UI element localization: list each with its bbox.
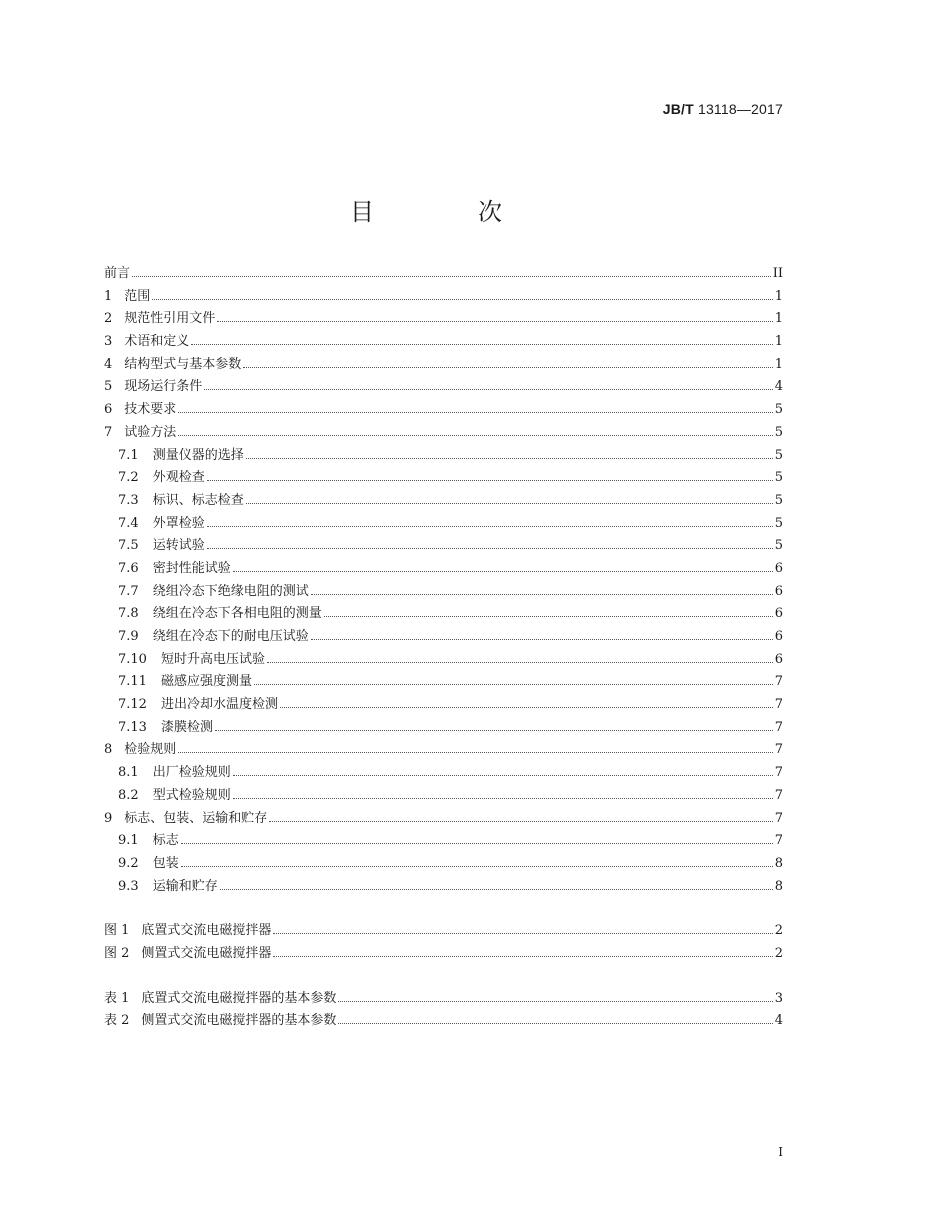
- toc-entry-label: [104, 808, 267, 831]
- toc-entry-label: [118, 830, 179, 853]
- toc-entry[interactable]: [104, 535, 783, 558]
- toc-entry-number: 7.4: [118, 515, 139, 531]
- toc-entry[interactable]: [104, 445, 783, 468]
- toc-entry-text: 术语和定义: [124, 334, 190, 350]
- toc-entry[interactable]: [104, 830, 783, 853]
- toc-entry[interactable]: [104, 354, 783, 377]
- dot-leader: [207, 480, 773, 481]
- toc-entry-label: [118, 694, 278, 717]
- toc-entry-text: 现场运行条件: [124, 379, 203, 395]
- toc-entry-text: 标志、包装、运输和贮存: [124, 810, 268, 826]
- standard-prefix: JB/T: [662, 101, 694, 117]
- toc-entry-text: 侧置式交流电磁搅拌器的基本参数: [141, 1013, 337, 1029]
- toc-entry-text: 规范性引用文件: [124, 311, 216, 327]
- toc-gap: [104, 966, 783, 988]
- toc-entry[interactable]: [104, 1010, 783, 1033]
- toc-entry[interactable]: [104, 308, 783, 331]
- toc-entry-text: 侧置式交流电磁搅拌器: [141, 945, 272, 961]
- dot-leader: [152, 299, 772, 300]
- toc-entry-label: [118, 558, 231, 581]
- toc-entry-label: [104, 263, 130, 286]
- toc-entry[interactable]: [104, 513, 783, 536]
- toc-entry-page: 1: [774, 356, 783, 372]
- toc-entry-number: 7.1: [118, 447, 139, 463]
- toc-entry-label: [118, 603, 322, 626]
- toc-entry-label: [104, 920, 271, 943]
- toc-entry-page: 2: [774, 945, 783, 961]
- dot-leader: [233, 571, 773, 572]
- dot-leader: [191, 344, 772, 345]
- toc-entry-text: 包装: [152, 855, 179, 871]
- dot-leader: [280, 707, 773, 708]
- dot-leader: [246, 503, 773, 504]
- toc-entry-page: 1: [774, 311, 783, 327]
- toc-entry-text: 短时升高电压试验: [160, 651, 265, 667]
- toc-entry-label: [104, 376, 202, 399]
- dot-leader: [324, 616, 773, 617]
- toc-entry-number: 6: [104, 402, 113, 418]
- toc-entry-page: 6: [774, 560, 783, 576]
- toc-entry-label: [104, 422, 176, 445]
- toc-entry-number: 7: [104, 424, 113, 440]
- toc-entry-page: 1: [774, 288, 783, 304]
- toc-entry[interactable]: [104, 694, 783, 717]
- toc-entry-text: 运输和贮存: [152, 878, 218, 894]
- dot-leader: [178, 752, 772, 753]
- toc-entry[interactable]: [104, 467, 783, 490]
- toc-entry-text: 磁感应强度测量: [160, 674, 252, 690]
- dot-leader: [233, 798, 773, 799]
- toc-entry-number: 9.3: [118, 878, 139, 894]
- dot-leader: [273, 956, 772, 957]
- toc-entry[interactable]: [104, 808, 783, 831]
- toc-entry-text: 技术要求: [124, 402, 177, 418]
- page-title: 目 次: [350, 198, 542, 226]
- toc-entry-number: 7.7: [118, 583, 139, 599]
- toc-entry-page: 6: [774, 583, 783, 599]
- toc-entry-text: 范围: [124, 288, 151, 304]
- toc-entry-number: 7.3: [118, 492, 139, 508]
- dot-leader: [215, 730, 773, 731]
- dot-leader: [267, 662, 773, 663]
- toc-entry-page: 2: [774, 923, 783, 939]
- dot-leader: [246, 458, 773, 459]
- toc-entry-page: 5: [774, 424, 783, 440]
- toc-entry-number: 7.6: [118, 560, 139, 576]
- toc-entry-number: 7.5: [118, 538, 139, 554]
- toc-entry-text: 前言: [104, 266, 131, 281]
- toc-entry-number: 7.12: [118, 697, 147, 713]
- toc-entry-text: 外观检查: [152, 470, 205, 486]
- toc-entry-page: 7: [774, 719, 783, 735]
- toc-entry-page: 7: [774, 765, 783, 781]
- toc-entry-label: [118, 853, 179, 876]
- toc-entry[interactable]: [104, 581, 783, 604]
- toc-entry[interactable]: [104, 422, 783, 445]
- toc-entry-page: 7: [774, 697, 783, 713]
- toc-entry-text: 运转试验: [152, 538, 205, 554]
- dot-leader: [132, 276, 771, 277]
- toc-entry-label: [118, 490, 244, 513]
- dot-leader: [178, 412, 772, 413]
- toc-entry-label: [104, 988, 336, 1011]
- toc-entry[interactable]: [104, 603, 783, 626]
- dot-leader: [181, 866, 773, 867]
- toc-entry-number: 7.11: [118, 674, 147, 690]
- toc-entry-number: 9.2: [118, 855, 139, 871]
- toc-entry-text: 漆膜检测: [160, 719, 213, 735]
- toc-entry-label: [118, 513, 205, 536]
- toc-entry[interactable]: [104, 853, 783, 876]
- dot-leader: [273, 933, 772, 934]
- toc-entry-label: [104, 286, 150, 309]
- page-number: I: [778, 1145, 783, 1159]
- toc-entry[interactable]: [104, 263, 783, 286]
- toc-entry-text: 型式检验规则: [152, 787, 231, 803]
- toc-entry-label: [118, 445, 244, 468]
- dot-leader: [207, 548, 773, 549]
- dot-leader: [269, 821, 772, 822]
- toc-entry-label: [118, 626, 309, 649]
- toc-entry-page: 7: [774, 674, 783, 690]
- toc-entry-page: 4: [774, 379, 783, 395]
- toc-entry-page: 4: [774, 1013, 783, 1029]
- toc-gap: [104, 898, 783, 920]
- toc-entry-text: 测量仪器的选择: [152, 447, 244, 463]
- toc-entry-page: 6: [774, 606, 783, 622]
- toc-entry-page: 5: [774, 402, 783, 418]
- toc-entry-number: 7.2: [118, 470, 139, 486]
- toc-entry-label: [118, 717, 213, 740]
- toc-entry-text: 密封性能试验: [152, 560, 231, 576]
- toc-entry-label: [104, 308, 215, 331]
- toc-entry[interactable]: [104, 988, 783, 1011]
- toc-entry-number: 1: [104, 288, 113, 304]
- toc-entry-page: II: [772, 266, 783, 281]
- toc-entry[interactable]: [104, 331, 783, 354]
- toc-entry-label: [104, 739, 176, 762]
- toc-entry-label: [104, 354, 241, 377]
- dot-leader: [178, 435, 772, 436]
- toc-entry-page: 7: [774, 742, 783, 758]
- toc-entry[interactable]: [104, 943, 783, 966]
- toc-entry-text: 外罩检验: [152, 515, 205, 531]
- toc-entry[interactable]: [104, 717, 783, 740]
- toc-table-list: [104, 988, 783, 1033]
- toc-section-list: [104, 263, 783, 898]
- dot-leader: [217, 321, 772, 322]
- toc-entry[interactable]: [104, 920, 783, 943]
- toc-entry-number: 图 2: [104, 945, 130, 961]
- toc-entry-label: [118, 785, 231, 808]
- toc-entry-label: [104, 943, 271, 966]
- toc-entry[interactable]: [104, 671, 783, 694]
- dot-leader: [207, 526, 773, 527]
- dot-leader: [338, 1001, 772, 1002]
- toc-entry[interactable]: [104, 490, 783, 513]
- toc-entry-page: 5: [774, 492, 783, 508]
- toc-entry[interactable]: [104, 286, 783, 309]
- toc-entry-number: 7.9: [118, 629, 139, 644]
- toc-entry-page: 5: [774, 515, 783, 531]
- toc-entry-label: [118, 535, 205, 558]
- toc-entry-text: 结构型式与基本参数: [124, 356, 242, 372]
- dot-leader: [338, 1023, 772, 1024]
- toc-entry-number: 9.1: [118, 833, 139, 849]
- toc-entry-number: 8: [104, 742, 113, 758]
- dot-leader: [181, 843, 773, 844]
- dot-leader: [311, 639, 773, 640]
- toc-entry-label: [104, 331, 189, 354]
- toc-entry-number: 2: [104, 311, 113, 327]
- dot-leader: [254, 684, 773, 685]
- table-of-contents: [104, 263, 783, 1033]
- toc-entry-text: 底置式交流电磁搅拌器的基本参数: [141, 990, 337, 1006]
- toc-entry-label: [104, 399, 176, 422]
- toc-entry-page: 7: [774, 787, 783, 803]
- toc-entry-number: 表 1: [104, 990, 130, 1006]
- toc-entry-number: 7.13: [118, 719, 147, 735]
- toc-entry-label: [104, 1010, 336, 1033]
- toc-entry-text: 出厂检验规则: [152, 765, 231, 781]
- toc-figure-list: [104, 920, 783, 965]
- toc-entry-text: 标志: [152, 833, 179, 849]
- toc-entry-number: 表 2: [104, 1013, 130, 1029]
- toc-entry[interactable]: [104, 558, 783, 581]
- toc-entry-text: 标识、标志检查: [152, 492, 244, 508]
- toc-entry[interactable]: [104, 739, 783, 762]
- dot-leader: [220, 889, 773, 890]
- toc-entry-page: 5: [774, 470, 783, 486]
- toc-entry-page: 1: [774, 334, 783, 350]
- toc-entry[interactable]: [104, 876, 783, 899]
- toc-entry-page: 7: [774, 833, 783, 849]
- toc-entry-page: 5: [774, 538, 783, 554]
- standard-code: 13118—2017: [697, 101, 783, 117]
- toc-entry[interactable]: [104, 785, 783, 808]
- toc-entry-number: 3: [104, 334, 113, 350]
- dot-leader: [243, 367, 772, 368]
- toc-entry-text: 底置式交流电磁搅拌器: [141, 923, 272, 939]
- toc-entry[interactable]: [104, 626, 783, 649]
- toc-entry[interactable]: [104, 762, 783, 785]
- toc-entry-page: 6: [774, 629, 783, 644]
- toc-entry[interactable]: [104, 649, 783, 672]
- toc-entry-page: 8: [774, 878, 783, 894]
- toc-entry-page: 5: [774, 447, 783, 463]
- toc-entry-label: [118, 762, 231, 785]
- toc-entry[interactable]: [104, 399, 783, 422]
- toc-entry-number: 7.8: [118, 606, 139, 622]
- toc-entry-page: 3: [774, 990, 783, 1006]
- toc-entry-number: 8.1: [118, 765, 139, 781]
- toc-entry-text: 检验规则: [124, 742, 177, 758]
- toc-entry-text: 绕组在冷态下的耐电压试验: [152, 629, 309, 644]
- toc-entry-label: [118, 581, 309, 604]
- toc-entry-label: [118, 876, 218, 899]
- toc-entry-page: 8: [774, 855, 783, 871]
- standard-number: [663, 101, 783, 117]
- dot-leader: [204, 389, 772, 390]
- toc-entry-number: 7.10: [118, 651, 147, 667]
- toc-entry-number: 8.2: [118, 787, 139, 803]
- toc-entry[interactable]: [104, 376, 783, 399]
- toc-entry-label: [118, 671, 252, 694]
- toc-entry-label: [118, 467, 205, 490]
- toc-entry-page: 7: [774, 810, 783, 826]
- toc-entry-page: 6: [774, 651, 783, 667]
- toc-entry-text: 绕组在冷态下各相电阻的测量: [152, 606, 322, 622]
- toc-entry-text: 绕组冷态下绝缘电阻的测试: [152, 583, 309, 599]
- toc-entry-number: 4: [104, 356, 113, 372]
- dot-leader: [311, 594, 773, 595]
- dot-leader: [233, 775, 773, 776]
- toc-entry-label: [118, 649, 265, 672]
- toc-entry-text: 进出冷却水温度检测: [160, 697, 278, 713]
- toc-entry-number: 图 1: [104, 923, 130, 939]
- toc-entry-number: 5: [104, 379, 113, 395]
- toc-entry-number: 9: [104, 810, 113, 826]
- toc-entry-text: 试验方法: [124, 424, 177, 440]
